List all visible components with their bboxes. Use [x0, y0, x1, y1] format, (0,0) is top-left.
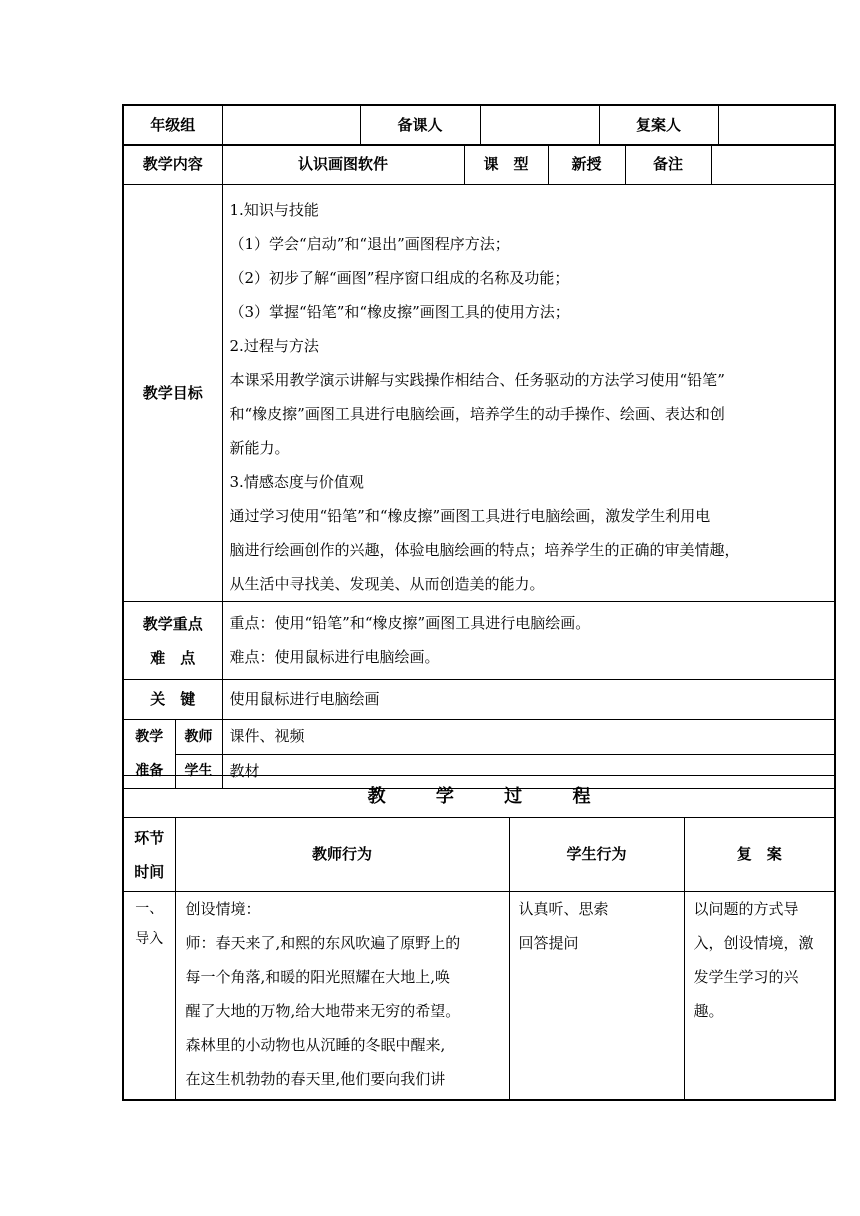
stage-line1: 一、: [135, 901, 164, 917]
objectives-line: 从生活中寻找美、发现美、从而创造美的能力。: [229, 575, 545, 593]
preparation-label-line1: 教学: [135, 729, 164, 745]
review-line: 以问题的方式导: [693, 900, 799, 918]
stage-line2: 导入: [135, 931, 164, 947]
review-line: 发学生学习的兴: [693, 968, 799, 986]
process-title-char: 学: [435, 785, 454, 807]
process-title: [123, 776, 835, 818]
objectives-table: [122, 184, 836, 789]
reviewer-label: 复案人: [599, 105, 718, 145]
teacher-line: 森林里的小动物也从沉睡的冬眠中醒来,: [185, 1036, 446, 1054]
student-prep-value: 教材: [222, 754, 835, 789]
col-stage-line1: 环节: [134, 828, 165, 847]
key-label: 关 键: [123, 680, 222, 720]
preparer-label: 备课人: [360, 105, 480, 145]
objectives-line: 和“橡皮擦”画图工具进行电脑绘画，培养学生的动手操作、绘画、表达和创: [229, 405, 725, 423]
col-stage-line2: 时间: [134, 862, 165, 881]
key-points-label-line1: 教学重点: [142, 614, 203, 633]
objectives-text: [222, 185, 835, 602]
teacher-line: 创设情境：: [185, 900, 261, 918]
key-point-line: 重点：使用“铅笔”和“橡皮擦”画图工具进行电脑绘画。: [229, 614, 591, 632]
content-value: 认识画图软件: [222, 145, 464, 185]
objectives-line: （2）初步了解“画图”程序窗口组成的名称及功能；: [229, 269, 570, 287]
grade-group-value: [222, 105, 360, 145]
col-review-header: 复 案: [684, 818, 835, 892]
col-student-header: 学生行为: [509, 818, 684, 892]
objectives-label: 教学目标: [123, 185, 222, 602]
objectives-line: 3.情感态度与价值观: [229, 473, 364, 491]
notes-label: 备注: [625, 145, 711, 185]
student-prep-label: 学生: [175, 754, 222, 789]
student-line: 认真听、思索: [518, 900, 609, 918]
student-behavior-cell: [509, 892, 684, 1100]
objectives-line: 新能力。: [229, 439, 290, 457]
lesson-type-value: 新授: [548, 145, 625, 185]
key-point-line: 难点：使用鼠标进行电脑绘画。: [229, 648, 440, 666]
teacher-line: 每一个角落,和暖的阳光照耀在大地上,唤: [185, 968, 451, 986]
lesson-type-label: 课 型: [464, 145, 548, 185]
reviewer-value: [718, 105, 835, 145]
objectives-line: 本课采用教学演示讲解与实践操作相结合、任务驱动的方法学习使用“铅笔”: [229, 371, 725, 389]
lesson-info-table: [122, 104, 836, 146]
review-line: 趣。: [693, 1002, 724, 1020]
review-line: 入，创设情境，激: [693, 934, 814, 952]
teacher-behavior-cell: [175, 892, 509, 1100]
key-value: 使用鼠标进行电脑绘画: [222, 680, 835, 720]
stage-cell: [123, 892, 175, 1100]
content-label: 教学内容: [123, 145, 222, 185]
teacher-line: 醒了大地的万物,给大地带来无穷的希望。: [185, 1002, 461, 1020]
notes-value: [711, 145, 835, 185]
objectives-line: 脑进行绘画创作的兴趣，体验电脑绘画的特点；培养学生的正确的审美情趣，: [229, 541, 740, 559]
teacher-line: 在这生机勃勃的春天里,他们要向我们讲: [185, 1070, 446, 1088]
process-title-char: 程: [572, 785, 591, 807]
key-points-label-line2: 难 点: [150, 648, 196, 667]
preparation-label-line2: 准备: [135, 763, 164, 779]
objectives-line: 1.知识与技能: [229, 201, 319, 219]
teacher-prep-value: 课件、视频: [222, 720, 835, 755]
objectives-line: （1）学会“启动”和“退出”画图程序方法；: [229, 235, 510, 253]
review-cell: [684, 892, 835, 1100]
process-title-char: 教: [367, 785, 386, 807]
key-points-text: [222, 602, 835, 680]
process-title-char: 过: [504, 785, 523, 807]
objectives-line: 通过学习使用“铅笔”和“橡皮擦”画图工具进行电脑绘画，激发学生利用电: [229, 507, 711, 525]
objectives-line: 2.过程与方法: [229, 337, 319, 355]
key-points-label: [123, 602, 222, 680]
objectives-line: （3）掌握“铅笔”和“橡皮擦”画图工具的使用方法；: [229, 303, 570, 321]
preparer-value: [480, 105, 599, 145]
table-row: [123, 892, 835, 1100]
lesson-content-table: [122, 144, 836, 185]
teacher-prep-label: 教师: [175, 720, 222, 755]
col-teacher-header: 教师行为: [175, 818, 509, 892]
col-stage-header: [123, 818, 175, 892]
process-table: [122, 775, 836, 1101]
student-line: 回答提问: [518, 934, 579, 952]
grade-group-label: 年级组: [123, 105, 222, 145]
teacher-line: 师：春天来了,和熙的东风吹遍了原野上的: [185, 934, 461, 952]
